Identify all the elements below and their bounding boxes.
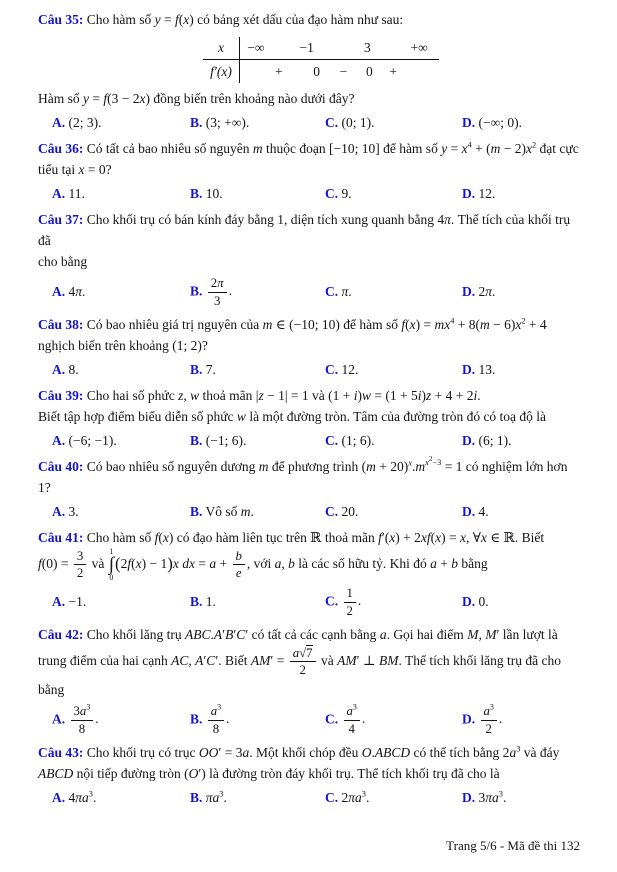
answer-letter: D. — [462, 789, 476, 805]
answer-option-c — [325, 585, 462, 620]
question-text: cho bằng — [38, 254, 88, 269]
answer-letter: A. — [52, 186, 66, 201]
question-text: ABCD nội tiếp đường tròn (O′) là đường tròn đáy khối trụ. Thể tích khối trụ đã cho là — [38, 765, 500, 781]
answer-option-c — [325, 115, 462, 131]
answer-text: (−6; −1). — [68, 432, 117, 448]
answer-text: 2π. — [478, 284, 496, 300]
answer-letter: A. — [52, 711, 66, 727]
answer-text: 9. — [341, 186, 352, 201]
question-text: Có bao nhiêu số nguyên dương m để phương trình $(m + 20)^x.m^{x^2-3} = 1$ có nghiệm lớn hơn 1? — [38, 455, 568, 495]
answer-letter: D. — [462, 711, 476, 727]
answer-option-d — [462, 284, 581, 300]
answer-option-b — [190, 275, 325, 310]
answer-option-a — [52, 594, 190, 610]
question-line — [38, 335, 581, 356]
answer-text: $\pi a^3$. — [205, 789, 227, 805]
question-line — [38, 385, 581, 406]
answer-option-b — [190, 115, 325, 131]
answer-option-c — [325, 790, 462, 806]
question-text: Biết tập hợp điểm biểu diễn số phức w là một đường tròn. Tâm của đường tròn đó có toạ độ là — [38, 408, 547, 424]
question-label: Câu 42: — [38, 626, 84, 642]
question-list — [38, 9, 581, 809]
sign-table-cells — [240, 37, 439, 59]
answer-text: $3\pi a^3$. — [478, 789, 507, 805]
answer-letter: D. — [462, 432, 476, 448]
answer-letter: B. — [190, 186, 203, 201]
answer-letter: D. — [462, 186, 476, 201]
question-39 — [38, 385, 581, 452]
answer-row — [52, 183, 581, 205]
sign-table-row — [203, 37, 439, 60]
answer-letter: D. — [462, 115, 476, 130]
answer-letter: B. — [190, 789, 203, 805]
answer-option-d — [462, 594, 581, 610]
answer-option-d — [462, 362, 581, 378]
sign-table-value: +∞ — [410, 40, 428, 55]
question-line — [38, 679, 581, 700]
answer-text: 0. — [478, 594, 489, 610]
answer-option-b — [190, 703, 325, 738]
answer-text: 4π. — [68, 284, 86, 300]
answer-letter: C. — [325, 789, 339, 805]
answer-letter: A. — [52, 789, 66, 805]
answer-row — [52, 787, 581, 809]
question-text: Có tất cả bao nhiêu số nguyên m thuộc đoạn [−10; 10] để hàm số $y = x^4 + (m - 2)x^2$ đạt cực — [86, 140, 579, 156]
answer-text: $\frac{1}{2}$ . — [342, 593, 362, 608]
answer-text: 10. — [205, 186, 223, 201]
question-text: Cho khối trụ có trục OO′ = 3a. Một khối chóp đều O.ABCD có thể tích bằng $2a^3$ và đáy — [86, 744, 560, 760]
sign-table-value: + — [389, 63, 398, 79]
answer-letter: A. — [52, 503, 66, 519]
answer-letter: C. — [325, 361, 339, 377]
question-line — [38, 456, 581, 498]
question-label: Câu 37: — [38, 212, 84, 227]
answer-letter: A. — [52, 115, 66, 130]
question-line — [38, 645, 581, 680]
answer-option-b — [190, 362, 325, 378]
question-text: bằng — [38, 682, 65, 697]
question-text: nghịch biến trên khoảng (1; 2)? — [38, 337, 208, 353]
answer-text: 12. — [478, 186, 496, 201]
answer-letter: A. — [52, 594, 66, 610]
page-footer — [446, 838, 580, 854]
answer-letter: A. — [52, 284, 66, 300]
question-label: Câu 36: — [38, 141, 84, 156]
question-line — [38, 9, 581, 30]
question-line — [38, 624, 581, 645]
answer-option-a — [52, 504, 190, 520]
question-text: Hàm số y = f(3 − 2x) đồng biến trên khoảng nào dưới đây? — [38, 91, 355, 106]
answer-option-c — [325, 362, 462, 378]
answer-letter: D. — [462, 594, 476, 610]
question-37 — [38, 209, 581, 310]
answer-text: $\frac{2\pi}{3}$ . — [206, 283, 232, 298]
answer-row — [52, 703, 581, 738]
answer-text: π. — [341, 284, 352, 300]
answer-row — [52, 585, 581, 620]
question-43 — [38, 742, 581, 809]
answer-option-b — [190, 433, 325, 449]
sign-table-value: 0 — [313, 63, 320, 79]
answer-option-d — [462, 703, 581, 738]
answer-option-a — [52, 703, 190, 738]
answer-text: 3. — [68, 503, 79, 519]
answer-option-c — [325, 186, 462, 202]
answer-row — [52, 501, 581, 523]
answer-option-b — [190, 790, 325, 806]
answer-text: $\frac{3a^3}{8}$ . — [69, 711, 99, 726]
answer-letter: D. — [462, 361, 476, 377]
sign-table-row-label: x — [203, 37, 240, 59]
question-label: Câu 39: — [38, 387, 84, 403]
answer-text: $\frac{a^3}{4}$ . — [342, 711, 366, 726]
answer-option-c — [325, 504, 462, 520]
answer-text: (6; 1). — [478, 432, 512, 448]
answer-option-d — [462, 504, 581, 520]
answer-letter: C. — [325, 284, 339, 300]
answer-option-d — [462, 115, 581, 131]
question-text: Cho hàm số y = f(x) có bảng xét dấu của đạo hàm như sau: — [86, 12, 404, 27]
answer-letter: B. — [190, 594, 203, 610]
answer-option-d — [462, 433, 581, 449]
question-line — [38, 406, 581, 427]
question-line — [38, 742, 581, 763]
answer-letter: B. — [190, 283, 203, 299]
answer-text: 12. — [341, 361, 359, 377]
question-text: trung điểm của hai cạnh AC, A′C′. Biết AM′ = $\frac{a√7}{2}$ và AM′ ⊥ BM. Thể tích khối lăng trụ đã cho — [38, 645, 561, 678]
question-38 — [38, 314, 581, 381]
sign-table-row-label: f′(x) — [203, 60, 240, 83]
answer-text: $\frac{a^3}{8}$ . — [206, 711, 230, 726]
answer-row — [52, 359, 581, 381]
answer-text: $\frac{a^3}{2}$ . — [479, 711, 503, 726]
answer-row — [52, 112, 581, 134]
answer-text: −1. — [68, 594, 87, 610]
question-text: Cho hàm số f(x) có đạo hàm liên tục trên ℝ thoả mãn f′(x) + 2xf(x) = x, ∀x ∈ ℝ. Biết — [86, 529, 545, 545]
answer-letter: B. — [190, 115, 203, 130]
question-label: Câu 40: — [38, 458, 84, 474]
answer-text: 13. — [478, 361, 496, 377]
answer-option-a — [52, 284, 190, 300]
answer-text: Vô số m. — [205, 503, 254, 519]
answer-option-a — [52, 362, 190, 378]
answer-letter: C. — [325, 503, 339, 519]
answer-option-c — [325, 284, 462, 300]
answer-text: (1; 6). — [341, 432, 375, 448]
question-line — [38, 548, 581, 583]
answer-text: (−∞; 0). — [478, 115, 522, 130]
question-line — [38, 251, 581, 272]
sign-table-value: 0 — [365, 63, 373, 79]
question-42 — [38, 624, 581, 738]
sign-table-value: 3 — [363, 40, 371, 55]
answer-text: 7. — [205, 361, 216, 377]
answer-text: (0; 1). — [341, 115, 375, 130]
answer-option-d — [462, 790, 581, 806]
sign-table-value: −∞ — [247, 40, 265, 55]
answer-letter: D. — [462, 503, 476, 519]
sign-table-value: −1 — [299, 40, 314, 55]
answer-letter: C. — [325, 115, 339, 130]
sign-table-cells — [240, 60, 439, 83]
answer-letter: A. — [52, 361, 66, 377]
question-label: Câu 38: — [38, 316, 84, 332]
answer-option-c — [325, 703, 462, 738]
answer-text: 20. — [341, 503, 359, 519]
answer-text: $4\pi a^3$. — [68, 789, 97, 805]
footer-page-info: Trang 5/6 - Mã đề thi 132 — [446, 838, 580, 853]
answer-letter: B. — [190, 711, 203, 727]
question-36 — [38, 138, 581, 205]
answer-text: (−1; 6). — [205, 432, 247, 448]
question-line — [38, 314, 581, 335]
answer-text: 4. — [478, 503, 489, 519]
answer-text: 1. — [205, 594, 216, 610]
answer-letter: C. — [325, 593, 339, 609]
answer-option-b — [190, 504, 325, 520]
answer-letter: D. — [462, 284, 476, 300]
answer-letter: B. — [190, 361, 203, 377]
answer-letter: C. — [325, 186, 339, 201]
question-line — [38, 138, 581, 159]
answer-letter: B. — [190, 503, 203, 519]
question-text: Cho khối trụ có bán kính đáy bằng 1, diện tích xung quanh bằng 4π. Thể tích của khối trụ đã — [38, 212, 571, 248]
question-line — [38, 88, 581, 109]
sign-table-value: − — [339, 63, 348, 79]
question-40 — [38, 456, 581, 523]
question-label: Câu 41: — [38, 529, 84, 545]
answer-text: (2; 3). — [68, 115, 102, 130]
answer-letter: A. — [52, 432, 66, 448]
answer-option-d — [462, 186, 581, 202]
answer-text: 11. — [68, 186, 85, 201]
answer-letter: C. — [325, 432, 339, 448]
answer-row — [52, 430, 581, 452]
answer-option-c — [325, 433, 462, 449]
question-text: Cho hai số phức z, w thoả mãn |z − 1| = 1 và (1 + i)w = (1 + 5i)z + 4 + 2i. — [86, 387, 481, 403]
sign-table — [203, 37, 439, 83]
answer-text: 8. — [68, 361, 79, 377]
answer-row — [52, 275, 581, 310]
question-text: f(0) = $\frac{3}{2}$ và 1 ∫ 0 (2f(x) − 1)x dx = a + $\frac{b}{e}$ , với a, b là các số hữu tỷ. Khi đó a + b bằng — [38, 546, 488, 582]
answer-text: $2\pi a^3$. — [341, 789, 370, 805]
sign-table-value: + — [274, 63, 283, 79]
answer-option-a — [52, 115, 190, 131]
answer-option-b — [190, 186, 325, 202]
question-line — [38, 159, 581, 180]
question-label: Câu 35: — [38, 12, 84, 27]
question-line — [38, 527, 581, 548]
answer-letter: C. — [325, 711, 339, 727]
question-text: tiểu tại x = 0? — [38, 162, 112, 177]
answer-option-a — [52, 790, 190, 806]
answer-text: (3; +∞). — [205, 115, 250, 130]
question-41 — [38, 527, 581, 620]
question-label: Câu 43: — [38, 744, 84, 760]
answer-option-b — [190, 594, 325, 610]
answer-option-a — [52, 186, 190, 202]
answer-letter: B. — [190, 432, 203, 448]
question-35 — [38, 9, 581, 134]
question-text: Có bao nhiêu giá trị nguyên của m ∈ (−10; 10) để hàm số $f(x) = mx^4 + 8(m - 6)x^2 + 4$ — [86, 316, 547, 332]
question-line — [38, 209, 581, 251]
answer-option-a — [52, 433, 190, 449]
question-line — [38, 763, 581, 784]
sign-table-row — [203, 60, 439, 83]
question-text: Cho khối lăng trụ ABC.A′B′C′ có tất cả các cạnh bằng a. Gọi hai điểm M, M′ lần lượt là — [86, 626, 558, 642]
